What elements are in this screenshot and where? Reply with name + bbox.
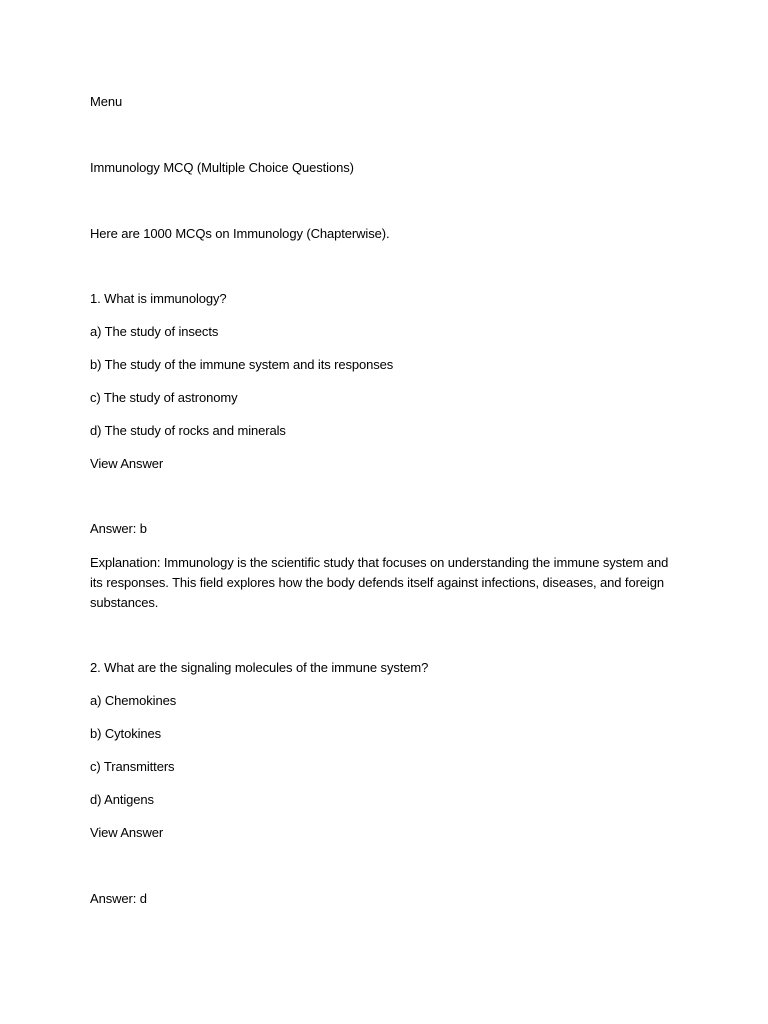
option-a: a) The study of insects	[90, 324, 219, 339]
option-d: d) The study of rocks and minerals	[90, 423, 286, 438]
answer-text: Answer: b	[90, 521, 147, 536]
question-text: 2. What are the signaling molecules of the immune system?	[90, 660, 429, 675]
option-c: c) The study of astronomy	[90, 390, 238, 405]
option-a: a) Chemokines	[90, 693, 177, 708]
view-answer-link[interactable]: View Answer	[90, 825, 164, 840]
menu-link[interactable]: Menu	[90, 94, 123, 109]
answer-text: Answer: d	[90, 891, 147, 906]
option-b: b) The study of the immune system and its responses	[90, 357, 394, 372]
option-b: b) Cytokines	[90, 726, 162, 741]
explanation-text: Explanation: Immunology is the scientific study that focuses on understanding the immune system and its responses. This field explores how the body defends itself against infections, diseases, and foreign substances.	[90, 555, 669, 610]
intro-text: Here are 1000 MCQs on Immunology (Chapterwise).	[90, 226, 390, 241]
view-answer-link[interactable]: View Answer	[90, 456, 164, 471]
question-text: 1. What is immunology?	[90, 291, 227, 306]
page-title: Immunology MCQ (Multiple Choice Questions)	[90, 160, 354, 175]
option-d: d) Antigens	[90, 792, 154, 807]
option-c: c) Transmitters	[90, 759, 175, 774]
